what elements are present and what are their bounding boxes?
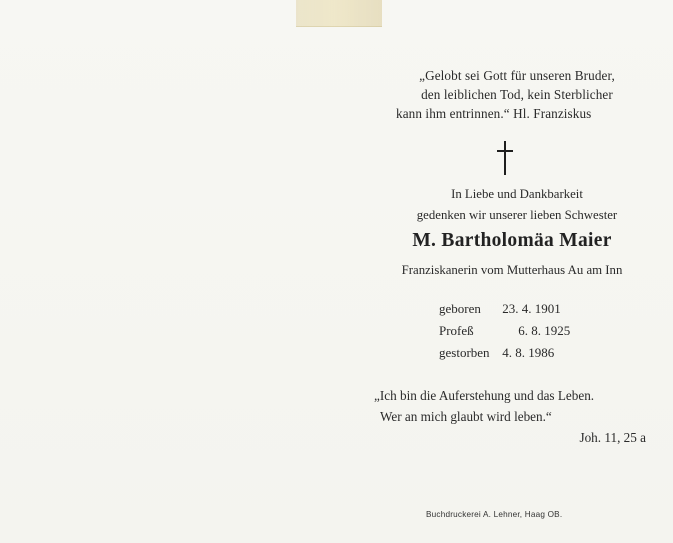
intro-line: In Liebe und Dankbarkeit xyxy=(451,187,583,201)
intro-line: gedenken wir unserer lieben Schwester xyxy=(416,208,618,222)
quote-john xyxy=(374,385,664,448)
quote-line: „Gelobt sei Gott für unseren Bruder, xyxy=(419,68,615,83)
life-dates xyxy=(439,298,639,364)
quote-francis xyxy=(382,66,652,123)
order-affiliation: Franziskanerin vom Mutterhaus Au am Inn xyxy=(401,263,623,277)
intro-text xyxy=(372,184,662,226)
printer-imprint: Buchdruckerei A. Lehner, Haag OB. xyxy=(426,510,563,519)
card-text-column xyxy=(352,0,662,543)
date-label: geboren xyxy=(439,301,481,316)
date-row-born xyxy=(439,298,639,320)
date-value: 23. 4. 1901 xyxy=(502,301,561,316)
deceased-name: M. Bartholomäa Maier xyxy=(412,230,612,251)
date-row-profession xyxy=(439,320,639,342)
date-row-died xyxy=(439,342,639,364)
quote-line: „Ich bin die Auferstehung und das Leben. xyxy=(374,388,595,403)
date-label: gestorben xyxy=(439,345,490,360)
quote-reference: Joh. 11, 25 a xyxy=(579,430,646,445)
date-value: 4. 8. 1986 xyxy=(502,345,555,360)
quote-line: Wer an mich glaubt wird leben.“ xyxy=(380,409,552,424)
date-label: Profeß xyxy=(439,323,474,338)
date-value: 6. 8. 1925 xyxy=(518,323,571,338)
quote-line: kann ihm entrinnen.“ Hl. Franziskus xyxy=(396,106,592,121)
cross-icon xyxy=(495,141,515,175)
quote-line: den leiblichen Tod, kein Sterblicher xyxy=(421,87,613,102)
